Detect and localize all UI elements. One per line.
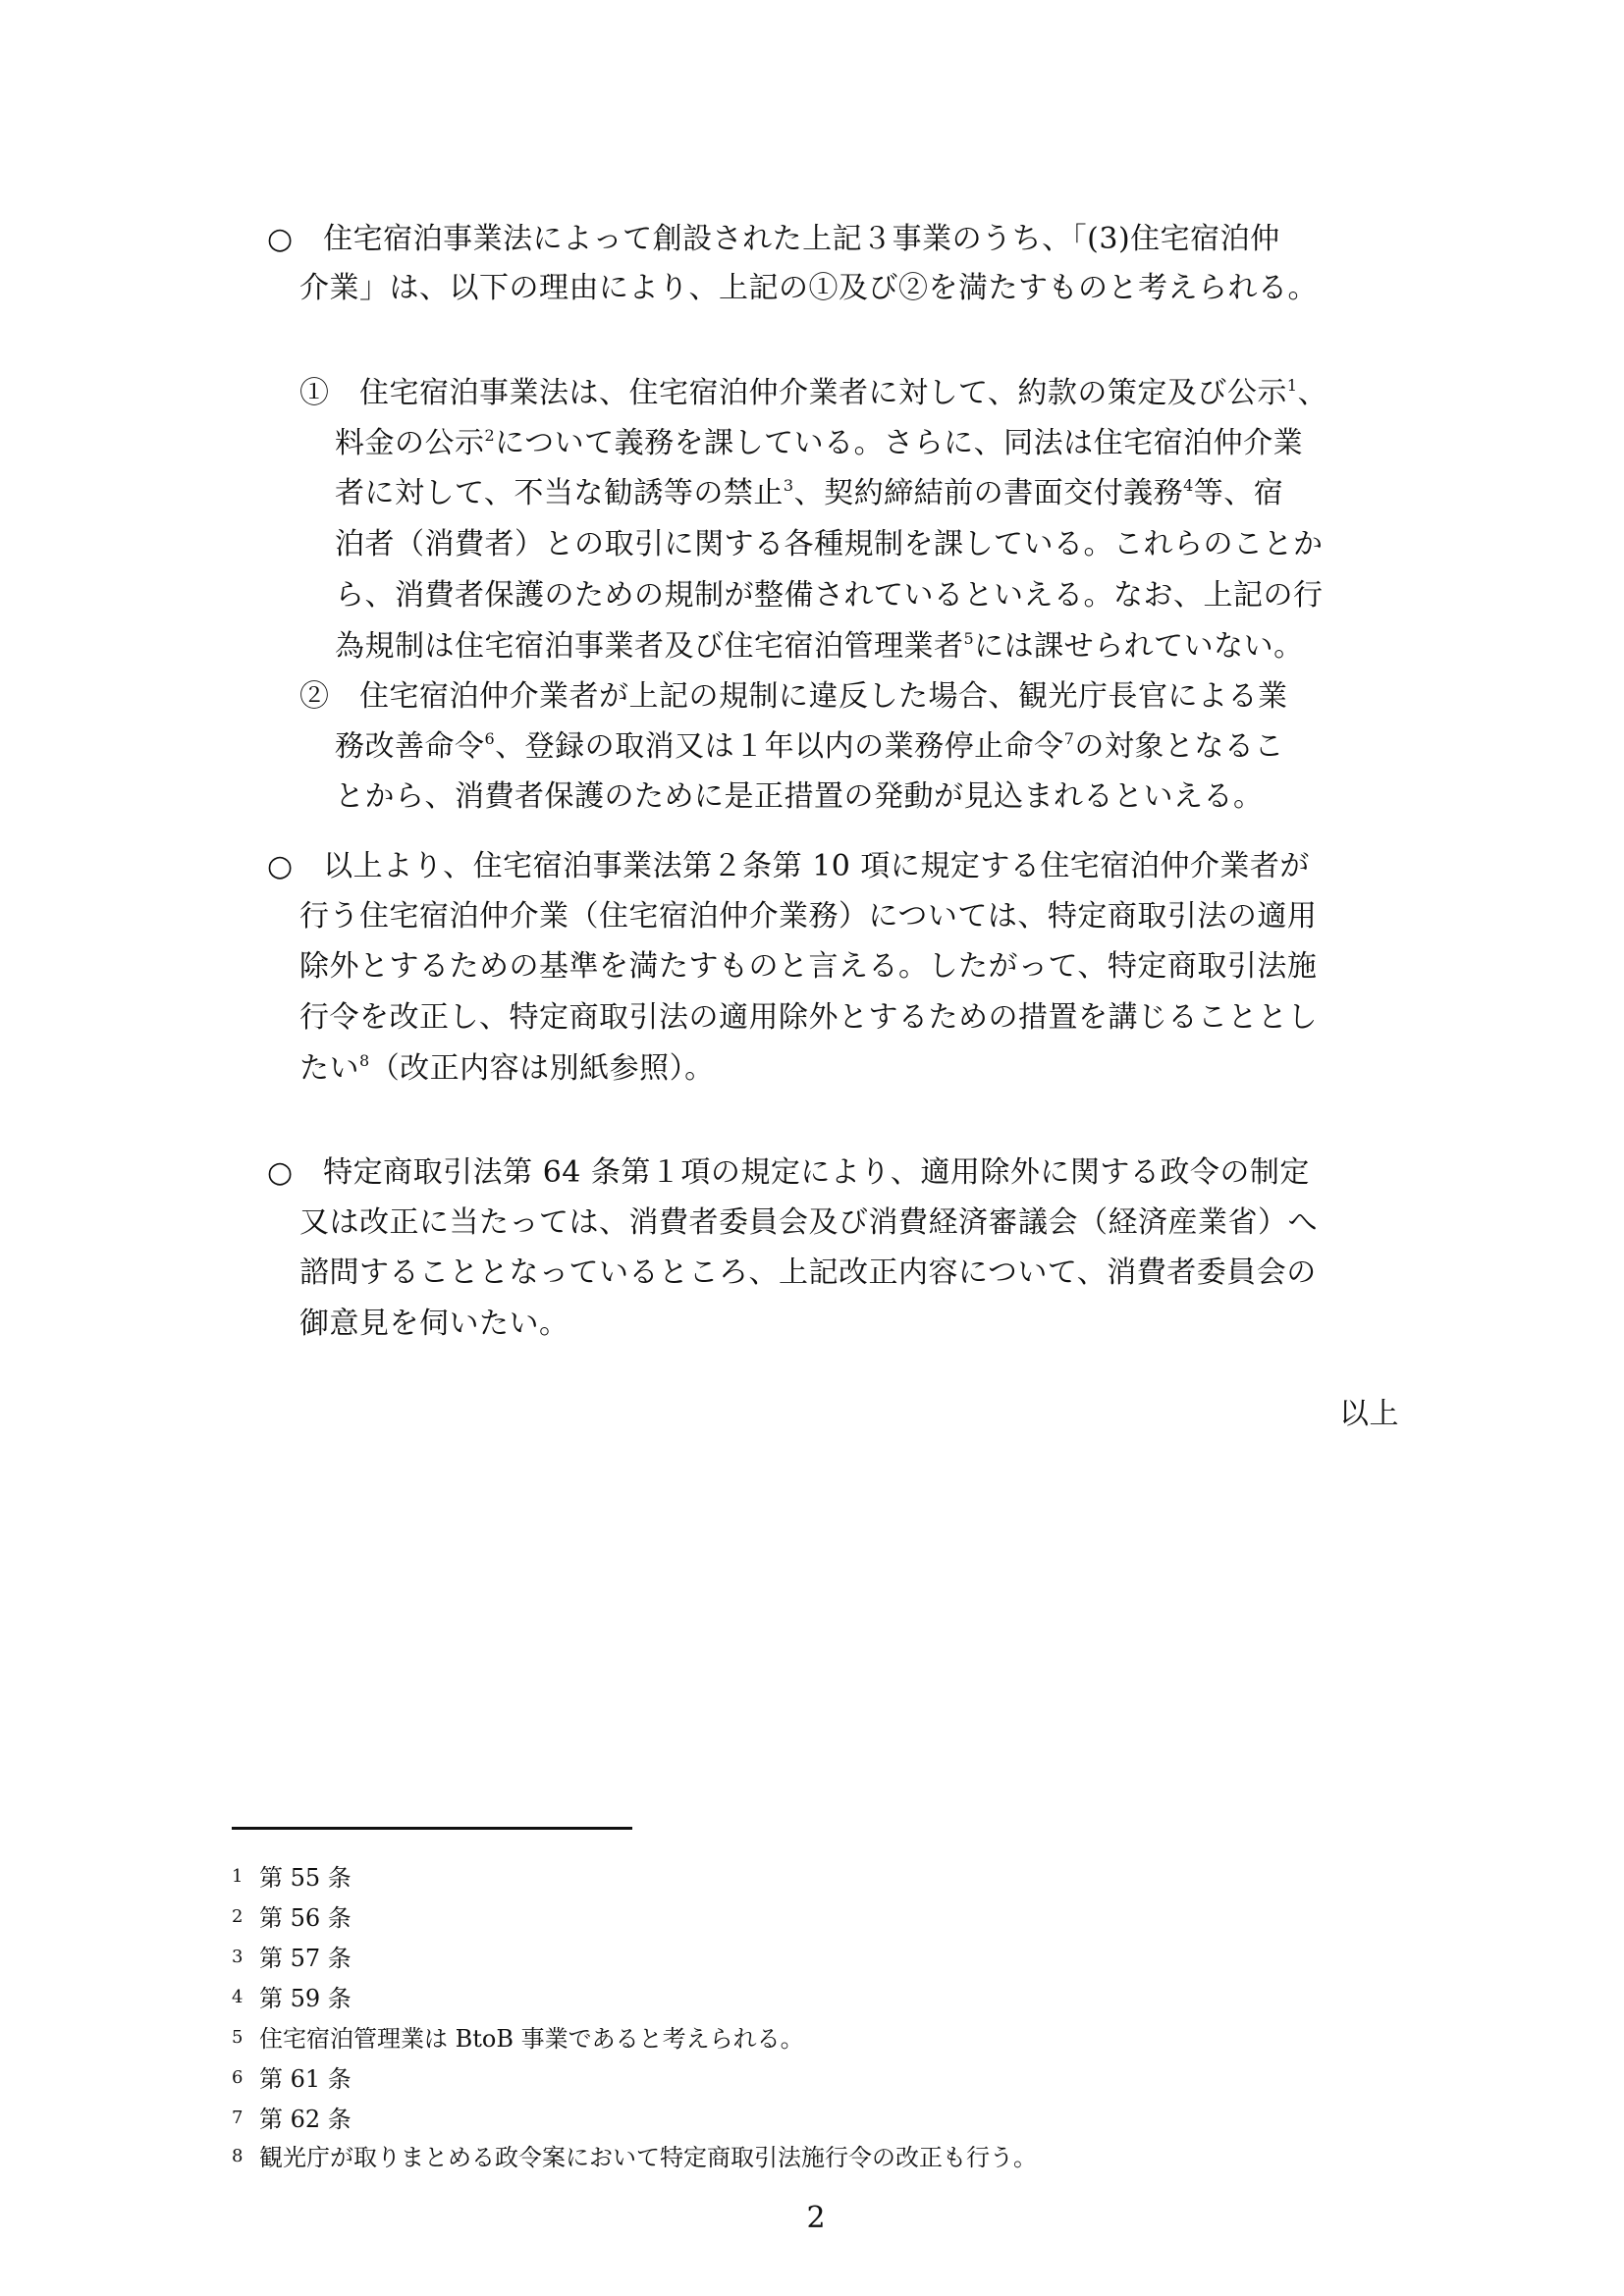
- paragraph-2-line-4: 行令を改正し、特定商取引法の適用除外とするための措置を講じることとし: [299, 1000, 1318, 1035]
- paragraph-3-line-4: 御意見を伺いたい。: [299, 1307, 569, 1341]
- item-1-line-1: ① 住宅宿泊事業法は、住宅宿泊仲介業者に対して、約款の策定及び公示$^1$、: [299, 376, 1328, 410]
- paragraph-2-line-1: ○ 以上より、住宅宿泊事業法第２条第 10 項に規定する住宅宿泊仲介業者が: [267, 849, 1310, 883]
- footnote-ref-7: 7: [1063, 729, 1075, 748]
- item-2-line-2: 務改善命令$^6$、登録の取消又は１年以内の業務停止命令$^7$の対象となるこ: [335, 729, 1284, 764]
- footnote-3: 3 第 57 条: [232, 1945, 352, 1972]
- footnote-ref-8: 8: [359, 1051, 370, 1070]
- item-1-line-6: 為規制は住宅宿泊事業者及び住宅宿泊管理業者$^5$には課せられていない。: [335, 629, 1304, 664]
- item-2-line-1: ② 住宅宿泊仲介業者が上記の規制に違反した場合、観光庁長官による業: [299, 679, 1288, 714]
- footnote-ref-4: 4: [1183, 476, 1194, 495]
- item-1-line-4: 泊者（消費者）との取引に関する各種規制を課している。これらのことか: [335, 527, 1324, 561]
- item-1-line-5: ら、消費者保護のための規制が整備されているといえる。なお、上記の行: [335, 578, 1324, 613]
- footnote-4: 4 第 59 条: [232, 1985, 352, 2012]
- page-number: 2: [806, 2201, 826, 2235]
- paragraph-1-line-2: 介業」は、以下の理由により、上記の①及び②を満たすものと考えられる。: [299, 271, 1318, 305]
- paragraph-1-line-1: ○ 住宅宿泊事業法によって創設された上記３事業のうち、「(3)住宅宿泊仲: [267, 222, 1280, 256]
- item-1-line-3: 者に対して、不当な勧誘等の禁止$^3$、契約締結前の書面交付義務$^4$等、宿: [335, 476, 1284, 510]
- item-2-line-3: とから、消費者保護のために是正措置の発動が見込まれるといえる。: [335, 779, 1264, 814]
- paragraph-2-line-2: 行う住宅宿泊仲介業（住宅宿泊仲介業務）については、特定商取引法の適用: [299, 899, 1318, 934]
- paragraph-3-line-3: 諮問することとなっているところ、上記改正内容について、消費者委員会の: [299, 1255, 1317, 1290]
- footnote-ref-2: 2: [484, 426, 496, 445]
- paragraph-3-line-2: 又は改正に当たっては、消費者委員会及び消費経済審議会（経済産業省）へ: [299, 1205, 1318, 1240]
- footnote-1: 1 第 55 条: [232, 1864, 352, 1892]
- footnote-7: 7 第 62 条: [232, 2106, 352, 2133]
- footnote-separator: [232, 1827, 632, 1830]
- item-1-line-2: 料金の公示$^2$について義務を課している。さらに、同法は住宅宿泊仲介業: [335, 426, 1304, 460]
- footnote-ref-1: 1: [1286, 376, 1298, 395]
- paragraph-3-line-1: ○ 特定商取引法第 64 条第１項の規定により、適用除外に関する政令の制定: [267, 1155, 1310, 1190]
- footnote-ref-3: 3: [783, 476, 794, 495]
- footnote-6: 6 第 61 条: [232, 2065, 352, 2093]
- footnote-2: 2 第 56 条: [232, 1904, 352, 1932]
- paragraph-2-line-3: 除外とするための基準を満たすものと言える。したがって、特定商取引法施: [299, 949, 1318, 984]
- closing-text: 以上: [1339, 1397, 1399, 1431]
- footnote-5: 5 住宅宿泊管理業は BtoB 事業であると考えられる。: [232, 2025, 804, 2053]
- footnote-ref-6: 6: [484, 729, 496, 748]
- footnote-8: 8 観光庁が取りまとめる政令案において特定商取引法施行令の改正も行う。: [232, 2144, 1037, 2171]
- footnote-ref-5: 5: [963, 629, 975, 648]
- paragraph-2-line-5: たい$^8$（改正内容は別紙参照）。: [299, 1051, 715, 1086]
